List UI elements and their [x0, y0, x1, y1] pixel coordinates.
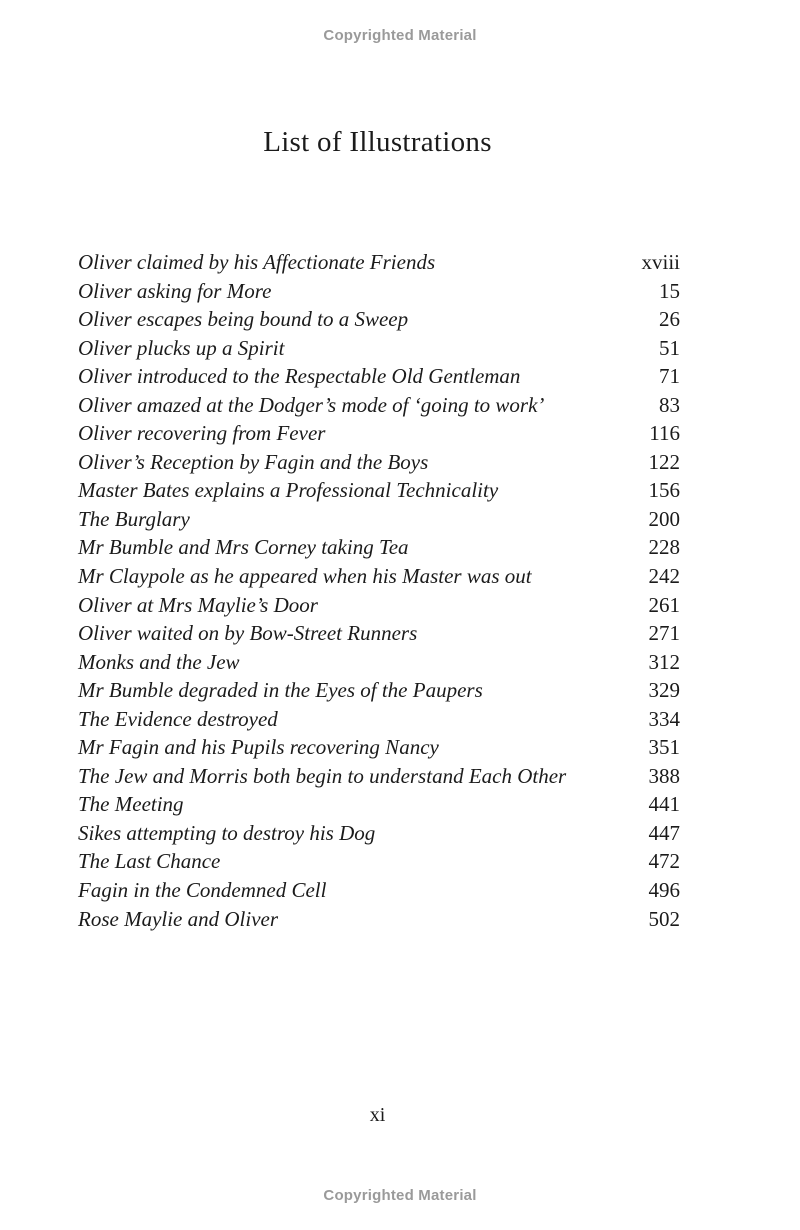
illustration-title: The Jew and Morris both begin to understand Each Other	[78, 763, 567, 788]
list-item	[78, 733, 680, 762]
page-number: 83	[659, 392, 680, 417]
copyright-watermark-bottom: Copyrighted Material	[323, 1187, 477, 1204]
illustration-title: Monks and the Jew	[78, 649, 240, 674]
illustration-title: Oliver introduced to the Respectable Old Gentleman	[78, 364, 521, 389]
page-number: 447	[648, 820, 680, 845]
list-item	[78, 533, 680, 562]
page-number: 271	[648, 621, 680, 646]
list-item	[78, 476, 680, 505]
page-number: 472	[648, 849, 680, 874]
list-item	[78, 819, 680, 848]
list-item	[78, 619, 680, 648]
page-number: 441	[648, 792, 680, 817]
list-item	[78, 248, 680, 277]
illustration-title: Oliver asking for More	[78, 278, 272, 303]
illustration-title: Mr Fagin and his Pupils recovering Nancy	[78, 735, 439, 760]
list-item	[78, 676, 680, 705]
list-item	[78, 391, 680, 420]
page-number: 261	[648, 592, 680, 617]
list-item	[78, 277, 680, 306]
illustration-title: Rose Maylie and Oliver	[78, 906, 279, 931]
list-item	[78, 334, 680, 363]
illustration-title: Oliver amazed at the Dodger’s mode of ‘going to work’	[78, 392, 545, 417]
illustration-title: The Last Chance	[78, 849, 221, 874]
page-folio: xi	[369, 1104, 386, 1126]
illustration-title: Mr Bumble degraded in the Eyes of the Paupers	[78, 678, 483, 703]
page-number: 26	[659, 307, 680, 332]
list-item	[78, 847, 680, 876]
illustration-title: Oliver escapes being bound to a Sweep	[78, 307, 409, 332]
list-item	[78, 762, 680, 791]
list-item	[78, 876, 680, 905]
page-number: 496	[648, 878, 680, 903]
illustration-title: The Evidence destroyed	[78, 706, 278, 731]
illustration-title: The Meeting	[78, 792, 184, 817]
illustration-title: Mr Bumble and Mrs Corney taking Tea	[78, 535, 409, 560]
list-item	[78, 648, 680, 677]
illustration-title: Oliver plucks up a Spirit	[78, 335, 285, 360]
illustrations-list	[78, 248, 680, 933]
page-number: 312	[648, 649, 680, 674]
page-number: 329	[648, 678, 680, 703]
list-item	[78, 448, 680, 477]
page-number: 15	[659, 278, 680, 303]
list-item	[78, 705, 680, 734]
list-item	[78, 591, 680, 620]
page-number: 116	[649, 421, 680, 446]
illustration-title: Sikes attempting to destroy his Dog	[78, 820, 376, 845]
page-number: 200	[648, 506, 680, 531]
illustration-title: Oliver’s Reception by Fagin and the Boys	[78, 449, 429, 474]
illustration-title: Oliver at Mrs Maylie’s Door	[78, 592, 318, 617]
page-number: 334	[648, 706, 680, 731]
page-title: List of Illustrations	[263, 126, 492, 158]
illustration-title: Oliver recovering from Fever	[78, 421, 326, 446]
illustration-title: Master Bates explains a Professional Technicality	[78, 478, 499, 503]
page-number: 242	[648, 564, 680, 589]
list-item	[78, 362, 680, 391]
page-number: 122	[648, 449, 680, 474]
copyright-watermark-top: Copyrighted Material	[323, 27, 477, 44]
list-item	[78, 562, 680, 591]
list-item	[78, 305, 680, 334]
list-item	[78, 505, 680, 534]
list-item	[78, 790, 680, 819]
page-number: 351	[648, 735, 680, 760]
page-number: 71	[659, 364, 680, 389]
page-number: 388	[648, 763, 680, 788]
illustration-title: Oliver waited on by Bow-Street Runners	[78, 621, 418, 646]
page-number: 156	[648, 478, 680, 503]
illustration-title: Oliver claimed by his Affectionate Friends	[78, 250, 436, 274]
page-number: 228	[648, 535, 680, 560]
page-number: xviii	[641, 250, 680, 274]
page-number: 51	[659, 335, 680, 360]
illustration-title: Mr Claypole as he appeared when his Master was out	[78, 564, 532, 589]
illustration-title: The Burglary	[78, 506, 190, 531]
illustration-title: Fagin in the Condemned Cell	[78, 878, 327, 903]
list-item	[78, 905, 680, 934]
page-number: 502	[648, 906, 680, 931]
list-item	[78, 419, 680, 448]
